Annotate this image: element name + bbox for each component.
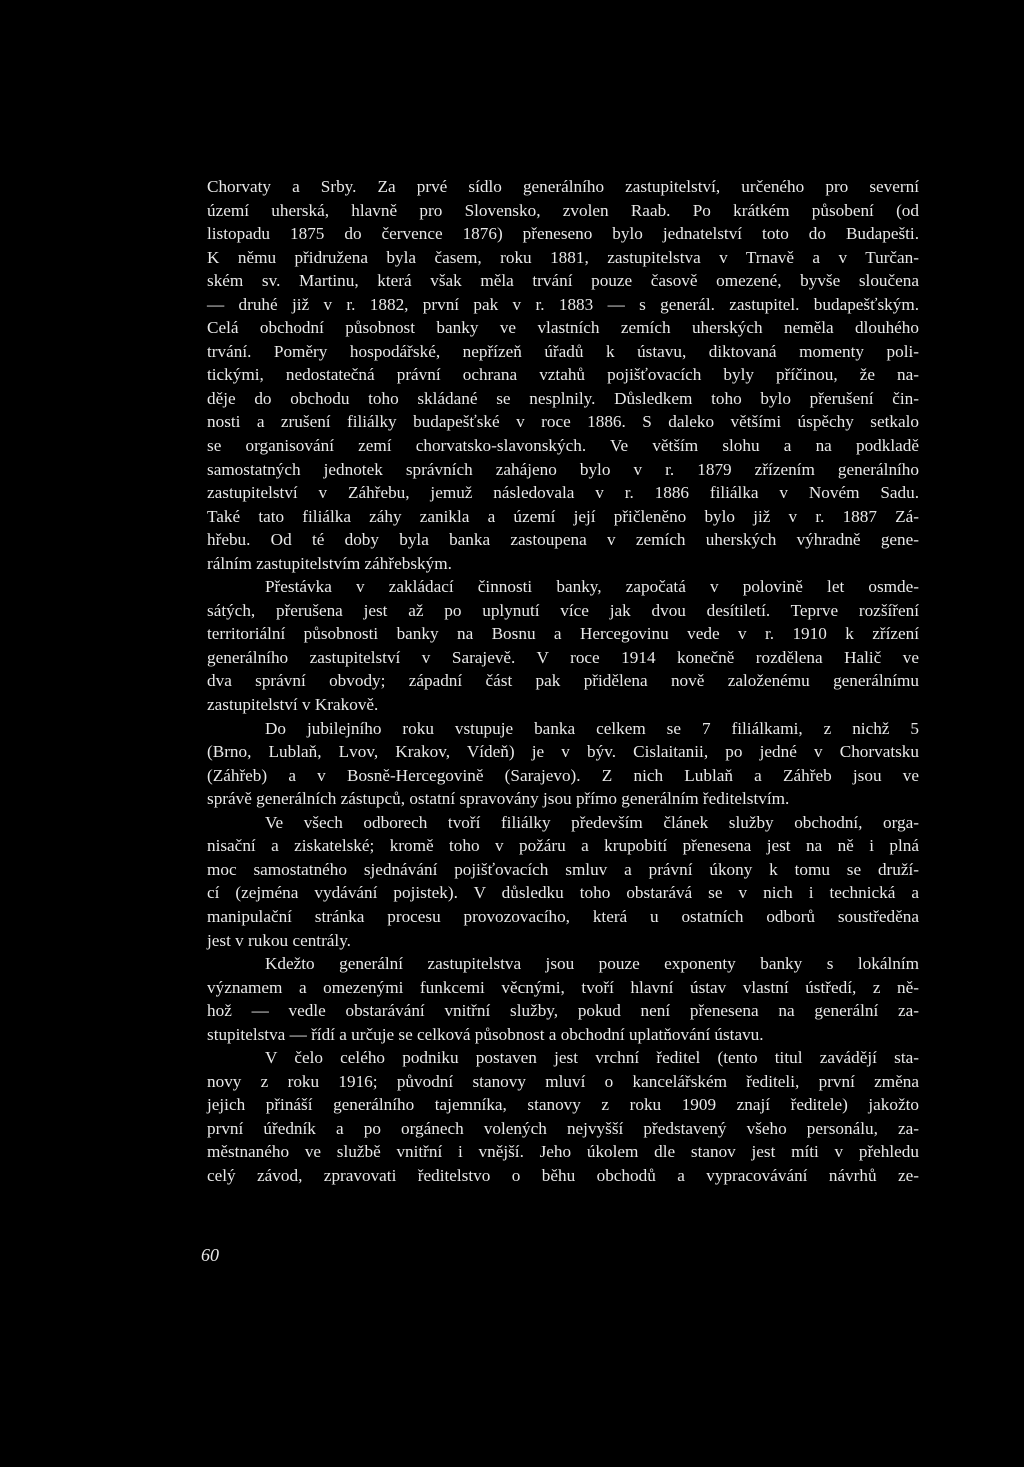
text-line: městnaného ve službě vnitřní i vnější. Jeho úkolem dle stanov jest míti v přehledu [207,1142,919,1162]
text-line: Také tato filiálka záhy zanikla a území její přičleněno bylo již v r. 1887 Zá- [207,506,919,526]
text-line: rálním zastupitelstvím záhřebským. [207,553,452,573]
text-line: moc samostatného sjednávání pojišťovacích smluv a právní úkony k tomu se druží- [207,859,919,879]
text-line: cí (zejména vydávání pojistek). V důsledku toho obstarává se v nich i technická a [207,883,919,903]
text-line: — druhé již v r. 1882, první pak v r. 1883 — s generál. zastupitel. budapešťským. [207,294,919,314]
text-line: Do jubilejního roku vstupuje banka celkem se 7 filiálkami, z nichž 5 [265,718,919,738]
text-line: (Záhřeb) a v Bosně-Hercegovině (Sarajevo). Z nich Lublaň a Záhřeb jsou ve [207,765,919,785]
text-line: zastupitelství v Krakově. [207,695,379,715]
text-line: nosti a zrušení filiálky budapešťské v roce 1886. S daleko většími úspěchy setkalo [207,412,919,432]
text-line: děje do obchodu toho skládané se nesplnily. Důsledkem toho bylo přerušení čin- [207,388,919,408]
page-number: 60 [201,1245,219,1265]
text-line: territoriální působnosti banky na Bosnu a Hercegovinu vede v r. 1910 k zřízení [207,624,919,644]
text-line: K němu přidružena byla časem, roku 1881, zastupitelstva v Trnavě a v Turčan- [207,247,919,267]
text-line: první úředník a po orgánech volených nejvyšší představený všeho personálu, za- [207,1118,919,1138]
text-line: (Brno, Lublaň, Lvov, Krakov, Vídeň) je v býv. Cislaitanii, po jedné v Chorvatsku [207,742,919,762]
paragraph-1 [207,175,919,575]
text-line: generálního zastupitelství v Sarajevě. V roce 1914 konečně rozdělena Halič ve [207,647,919,667]
text-line: manipulační stránka procesu provozovacího, která u ostatních odborů soustředěna [207,906,919,926]
text-line: Přestávka v zakládací činnosti banky, započatá v polovině let osmde- [265,577,919,597]
paragraph-6 [207,1046,919,1187]
text-line: novy z roku 1916; původní stanovy mluví o kancelářském řediteli, první změna [207,1071,919,1091]
paragraph-4 [207,811,919,952]
text-line: trvání. Poměry hospodářské, nepřízeň úřadů k ústavu, diktovaná momenty poli- [207,341,919,361]
text-line: sátých, přerušena jest až po uplynutí více jak dvou desítiletí. Teprve rozšíření [207,600,919,620]
text-line: listopadu 1875 do července 1876) přeneseno bylo jednatelství toto do Budapešti. [207,224,919,244]
paragraph-5 [207,952,919,1046]
text-line: tickými, nedostatečná právní ochrana vztahů pojišťovacích byly příčinou, že na- [207,365,919,385]
text-line: významem a omezenými funkcemi věcnými, tvoří hlavní ústav vlastní ústředí, z ně- [207,977,919,997]
text-line: Celá obchodní působnost banky ve vlastních zemích uherských neměla dlouhého [207,318,919,338]
text-line: jejich přináší generálního tajemníka, stanovy z roku 1909 znají ředitele) jakožto [207,1095,919,1115]
text-line: správě generálních zástupců, ostatní spravovány jsou přímo generálním ředitelstvím. [207,789,790,809]
text-line: dva správní obvody; západní část pak přidělena nově založenému generálnímu [207,671,919,691]
text-line: Chorvaty a Srby. Za prvé sídlo generálního zastupitelství, určeného pro severní [207,177,919,196]
text-line: hož — vedle obstarávání vnitřní služby, pokud není přenesena na generální za- [207,1001,919,1021]
text-line: se organisování zemí chorvatsko-slavonských. Ve větším slohu a na podkladě [207,436,919,456]
paragraph-3 [207,717,919,811]
paragraph-2 [207,575,919,716]
text-line: nisační a ziskatelské; kromě toho v požáru a krupobití přenesena jest na ně i plná [207,836,919,856]
text-line: zastupitelství v Záhřebu, jemuž následovala v r. 1886 filiálka v Novém Sadu. [207,483,919,503]
text-line: ském sv. Martinu, která však měla trvání pouze časově omezené, byvše sloučena [207,271,919,291]
text-line: celý závod, zpravovati ředitelstvo o běhu obchodů a vypracovávání návrhů ze- [207,1165,919,1185]
text-line: V čelo celého podniku postaven jest vrchní ředitel (tento titul zavádějí sta- [265,1048,919,1068]
page-text-block [207,175,919,1188]
text-line: hřebu. Od té doby byla banka zastoupena v zemích uherských výhradně gene- [207,530,919,550]
text-line: Kdežto generální zastupitelstva jsou pouze exponenty banky s lokálním [265,954,919,974]
text-line: Ve všech odborech tvoří filiálky především článek služby obchodní, orga- [265,812,919,832]
text-line: území uherská, hlavně pro Slovensko, zvolen Raab. Po krátkém působení (od [207,200,919,220]
text-line: stupitelstva — řídí a určuje se celková působnost a obchodní uplatňování ústavu. [207,1024,764,1044]
text-line: samostatných jednotek správních zahájeno bylo v r. 1879 zřízením generálního [207,459,919,479]
text-line: jest v rukou centrály. [207,930,351,950]
